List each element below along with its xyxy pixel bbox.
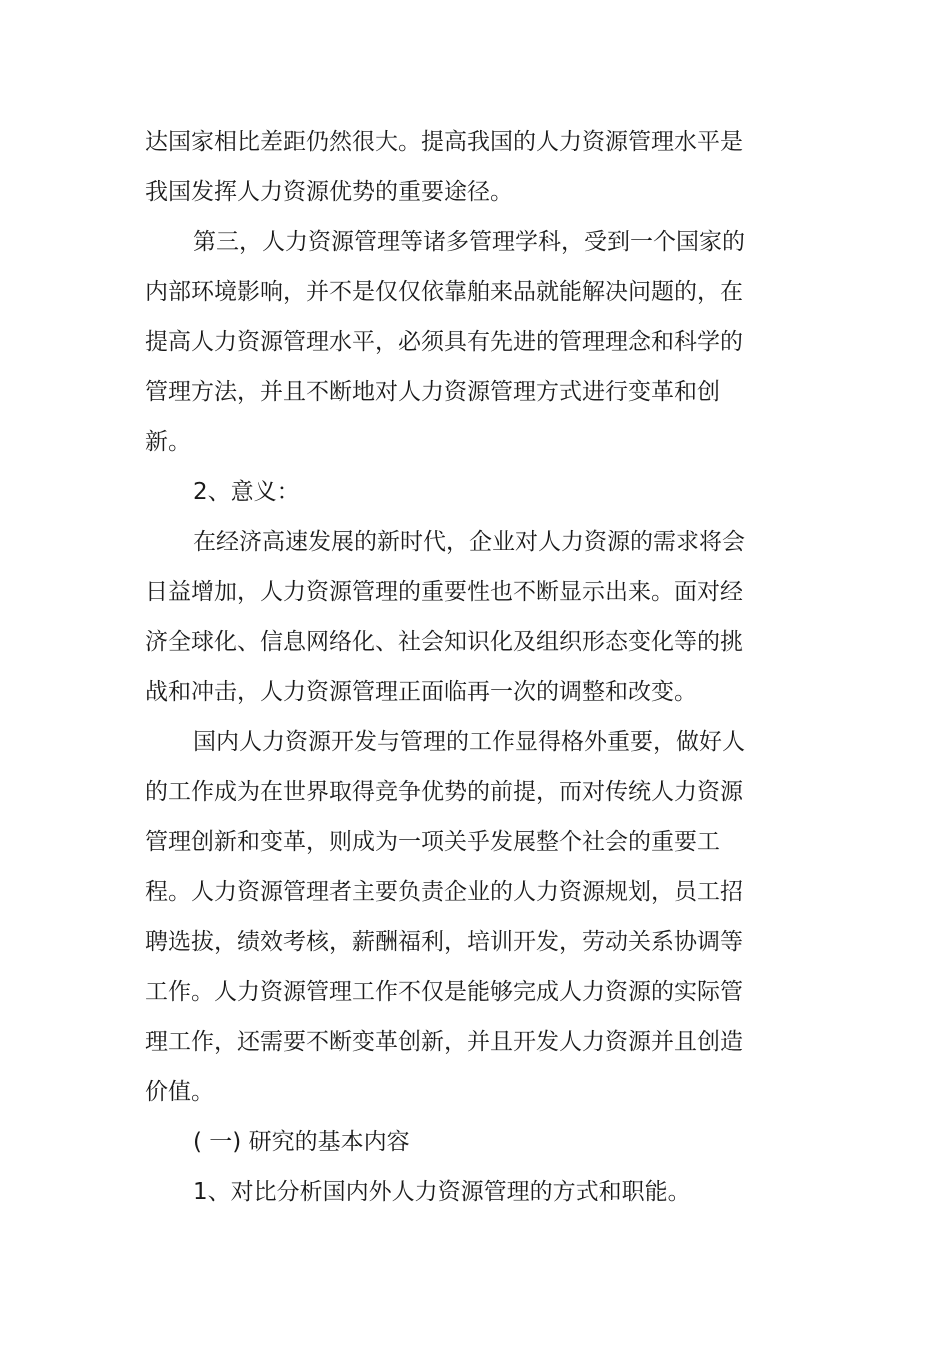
text-line: 日益增加，人力资源管理的重要性也不断显示出来。面对经 [145, 579, 743, 605]
paragraph-significance-2 [145, 717, 745, 1117]
text-line: 国内人力资源开发与管理的工作显得格外重要，做好人 [193, 729, 745, 755]
text-line: 我国发挥人力资源优势的重要途径。 [145, 179, 513, 205]
text-line: 的工作成为在世界取得竞争优势的前提，而对传统人力资源 [145, 779, 743, 805]
section-heading-basic-content [145, 1117, 745, 1167]
text-line: 提高人力资源管理水平，必须具有先进的管理理念和科学的 [145, 329, 743, 355]
text-line: 第三，人力资源管理等诸多管理学科，受到一个国家的 [193, 229, 745, 255]
section-heading-significance [145, 467, 745, 517]
heading-line: 2、意义： [193, 479, 300, 505]
heading-line: ( 一) 研究的基本内容 [193, 1129, 410, 1155]
text-line: 1、对比分析国内外人力资源管理的方式和职能。 [193, 1179, 691, 1205]
text-line: 程。人力资源管理者主要负责企业的人力资源规划，员工招 [145, 879, 743, 905]
text-line: 战和冲击，人力资源管理正面临再一次的调整和改变。 [145, 679, 697, 705]
text-line: 价值。 [145, 1079, 214, 1105]
text-line: 工作。人力资源管理工作不仅是能够完成人力资源的实际管 [145, 979, 743, 1005]
text-line: 在经济高速发展的新时代，企业对人力资源的需求将会 [193, 529, 745, 555]
text-line: 新。 [145, 429, 191, 455]
text-line: 管理方法，并且不断地对人力资源管理方式进行变革和创 [145, 379, 720, 405]
paragraph-continuation [145, 117, 745, 217]
paragraph-significance-1 [145, 517, 745, 717]
body-text [145, 117, 745, 1217]
text-line: 管理创新和变革，则成为一项关乎发展整个社会的重要工 [145, 829, 720, 855]
paragraph-third-point [145, 217, 745, 467]
text-line: 济全球化、信息网络化、社会知识化及组织形态变化等的挑 [145, 629, 743, 655]
text-line: 理工作，还需要不断变革创新，并且开发人力资源并且创造 [145, 1029, 743, 1055]
text-line: 达国家相比差距仍然很大。提高我国的人力资源管理水平是 [145, 129, 743, 155]
text-line: 聘选拔，绩效考核，薪酬福利，培训开发，劳动关系协调等 [145, 929, 743, 955]
list-item-1 [145, 1167, 745, 1217]
text-line: 内部环境影响，并不是仅仅依靠舶来品就能解决问题的，在 [145, 279, 743, 305]
